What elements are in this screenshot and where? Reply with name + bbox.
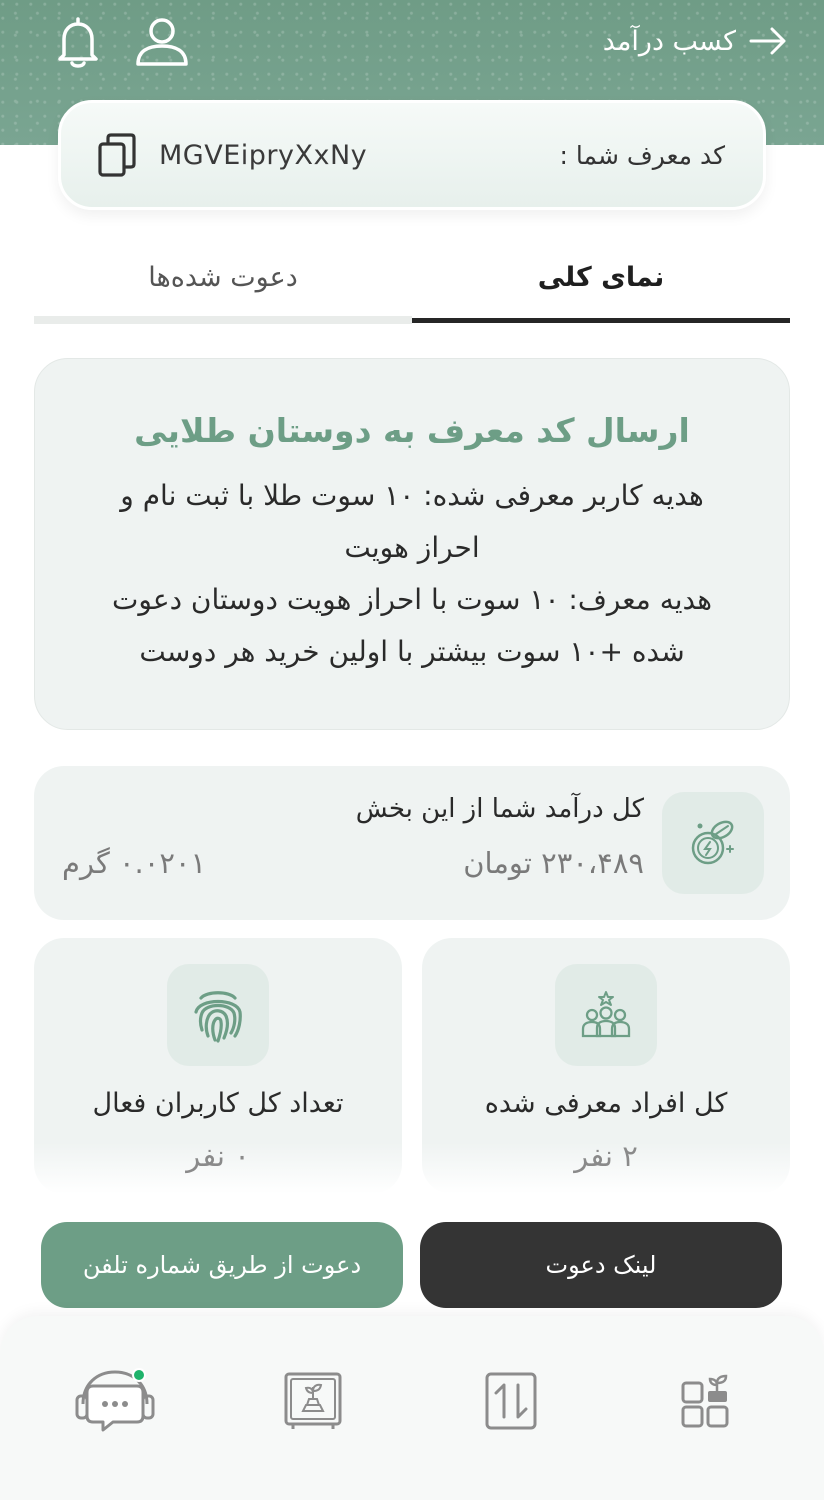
- nav-support[interactable]: [70, 1356, 160, 1446]
- nav-vault[interactable]: [268, 1356, 358, 1446]
- active-users-label: تعداد کل کاربران فعال: [92, 1088, 344, 1119]
- referral-code-card: [58, 100, 766, 210]
- group-star-icon-box: [555, 964, 657, 1066]
- arrow-right-icon: [748, 26, 788, 56]
- income-toman-value: ۲۳۰،۴۸۹ تومان: [463, 846, 644, 880]
- transfer-icon: [484, 1371, 538, 1431]
- user-icon: [134, 16, 190, 68]
- tab-invited-indicator: [34, 316, 412, 324]
- notification-dot: [133, 1369, 145, 1381]
- nav-transfer[interactable]: [466, 1356, 556, 1446]
- income-gram-value: ۰.۰۲۰۱ گرم: [62, 846, 207, 880]
- fingerprint-icon-box: [167, 964, 269, 1066]
- referred-count-card: [422, 938, 790, 1194]
- info-title: ارسال کد معرف به دوستان طلایی: [134, 410, 690, 450]
- income-label: کل درآمد شما از این بخش: [355, 794, 644, 824]
- copy-icon[interactable]: [97, 132, 137, 178]
- fingerprint-icon: [191, 986, 245, 1044]
- info-line: شده +۱۰ سوت بیشتر با اولین خرید هر دوست: [139, 634, 685, 668]
- tab-overview-indicator: [412, 318, 790, 323]
- referral-code-group: [97, 132, 367, 178]
- bottom-navigation: [0, 1316, 824, 1500]
- active-users-card: [34, 938, 402, 1194]
- tab-overview[interactable]: [412, 238, 790, 324]
- referred-count-value: ۲ نفر: [574, 1139, 638, 1173]
- info-line: احراز هویت: [344, 530, 480, 564]
- referral-code-value[interactable]: MGVEipryXxNy: [159, 139, 368, 171]
- tab-bar: [34, 238, 790, 324]
- info-line: هدیه کاربر معرفی شده: ۱۰ سوت طلا با ثبت نام و: [120, 478, 704, 512]
- invite-by-phone-button[interactable]: دعوت از طریق شماره تلفن: [41, 1222, 403, 1308]
- tab-invited[interactable]: [34, 238, 412, 324]
- page-title: کسب درآمد: [602, 25, 736, 57]
- invite-link-button[interactable]: لینک دعوت: [420, 1222, 782, 1308]
- tab-overview-label: نمای کلی: [537, 261, 665, 293]
- group-star-icon: [579, 990, 633, 1040]
- coins-icon-box: [662, 792, 764, 894]
- referral-info-card: [34, 358, 790, 730]
- bell-icon: [56, 15, 100, 69]
- coins-icon: [688, 816, 738, 870]
- dashboard-icon: [680, 1373, 732, 1429]
- back-button[interactable]: [603, 18, 788, 64]
- income-card: [34, 766, 790, 920]
- info-line: هدیه معرف: ۱۰ سوت با احراز هویت دوستان دعوت: [112, 582, 712, 616]
- referred-count-label: کل افراد معرفی شده: [484, 1088, 728, 1119]
- referral-code-label: کد معرف شما :: [559, 140, 725, 170]
- tab-invited-label: دعوت شده‌ها: [148, 261, 298, 293]
- vault-icon: [283, 1371, 343, 1431]
- profile-button[interactable]: [134, 14, 190, 70]
- active-users-value: ۰ نفر: [186, 1139, 250, 1173]
- notifications-button[interactable]: [50, 14, 106, 70]
- support-chat-icon: [73, 1366, 157, 1436]
- nav-dashboard[interactable]: [661, 1356, 751, 1446]
